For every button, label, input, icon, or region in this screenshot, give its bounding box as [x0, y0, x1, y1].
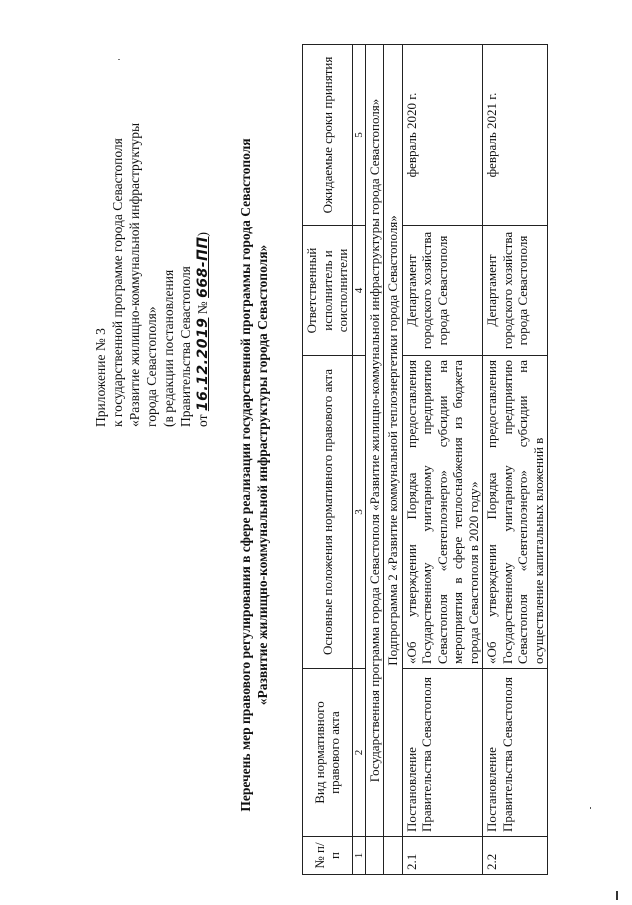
table-row [483, 45, 548, 875]
header-term: Ожидаемые сроки принятия [303, 45, 353, 226]
program-row [365, 45, 384, 875]
title-line-1: Перечень мер правового регулирования в сфере реализации государственной программы города Севастополя [238, 138, 253, 812]
subprogram-title: Подпрограмма 2 «Развитие коммунальной теплоэнергетики города Севастополя» [384, 45, 403, 837]
row-content: «Об утверждении Порядка предоставления Государственному унитарному предприятию Севастополя «Севтеплоэнерго» субсидии на осуществление капитальных вложений в [483, 356, 548, 669]
sign-prefix: от [195, 414, 210, 427]
scan-speck [590, 807, 591, 809]
table-row [402, 45, 483, 875]
header-num: № п/п [303, 837, 353, 875]
appendix-line: к государственной программе города Севастополя [110, 138, 125, 427]
scan-speck [118, 59, 120, 60]
row-term: февраль 2020 г. [402, 45, 483, 226]
appendix-line: (в редакции постановления [161, 269, 176, 427]
subprogram-row [384, 45, 403, 875]
appendix-block [92, 27, 212, 427]
row-executor: Департамент городского хозяйства города Севастополя [483, 226, 548, 356]
row-num: 2.1 [402, 837, 483, 875]
sign-no-label: № [195, 301, 210, 315]
appendix-line: города Севастополя» [144, 306, 159, 427]
col-number: 5 [352, 45, 365, 226]
header-type: Вид нормативного правового акта [303, 669, 353, 837]
scan-speck [616, 891, 618, 900]
appendix-line: Приложение № 3 [93, 328, 108, 427]
row-num: 2.2 [483, 837, 548, 875]
document-title [237, 65, 271, 885]
column-number-row [352, 45, 365, 875]
header-executor: Ответственный исполнитель и соисполнители [303, 226, 353, 356]
program-title: Государственная программа города Севастополя «Развитие жилищно-коммунальной инфраструктуры города Севастополя» [365, 45, 384, 837]
col-number: 1 [352, 837, 365, 875]
header-content: Основные положения нормативного правового акта [303, 356, 353, 669]
measures-table [302, 44, 548, 875]
row-executor: Департамент городского хозяйства города Севастополя [402, 226, 483, 356]
appendix-line: Правительства Севастополя [178, 266, 193, 427]
sign-date: 16.12.2019 [195, 317, 211, 412]
col-number: 4 [352, 226, 365, 356]
row-type: Постановление Правительства Севастополя [483, 669, 548, 837]
row-term: февраль 2021 г. [483, 45, 548, 226]
col-number: 2 [352, 669, 365, 837]
row-type: Постановление Правительства Севастополя [402, 669, 483, 837]
header-row [303, 45, 353, 875]
title-line-2: «Развитие жилищно-коммунальной инфраструктуры города Севастополя» [255, 244, 270, 706]
col-number: 3 [352, 356, 365, 669]
signature-line: от 16.12.2019 № 668-ПП) [195, 231, 211, 427]
row-content: «Об утверждении Порядка предоставления Государственному унитарному предприятию Севастополя «Севтеплоэнерго» субсидии на мероприятия в сфере теплоснабжения из бюджета города Севастополя в 2020 году» [402, 356, 483, 669]
appendix-line: «Развитие жилищно-коммунальной инфраструктуры [127, 122, 142, 427]
sign-number: 668-ПП [195, 236, 211, 298]
